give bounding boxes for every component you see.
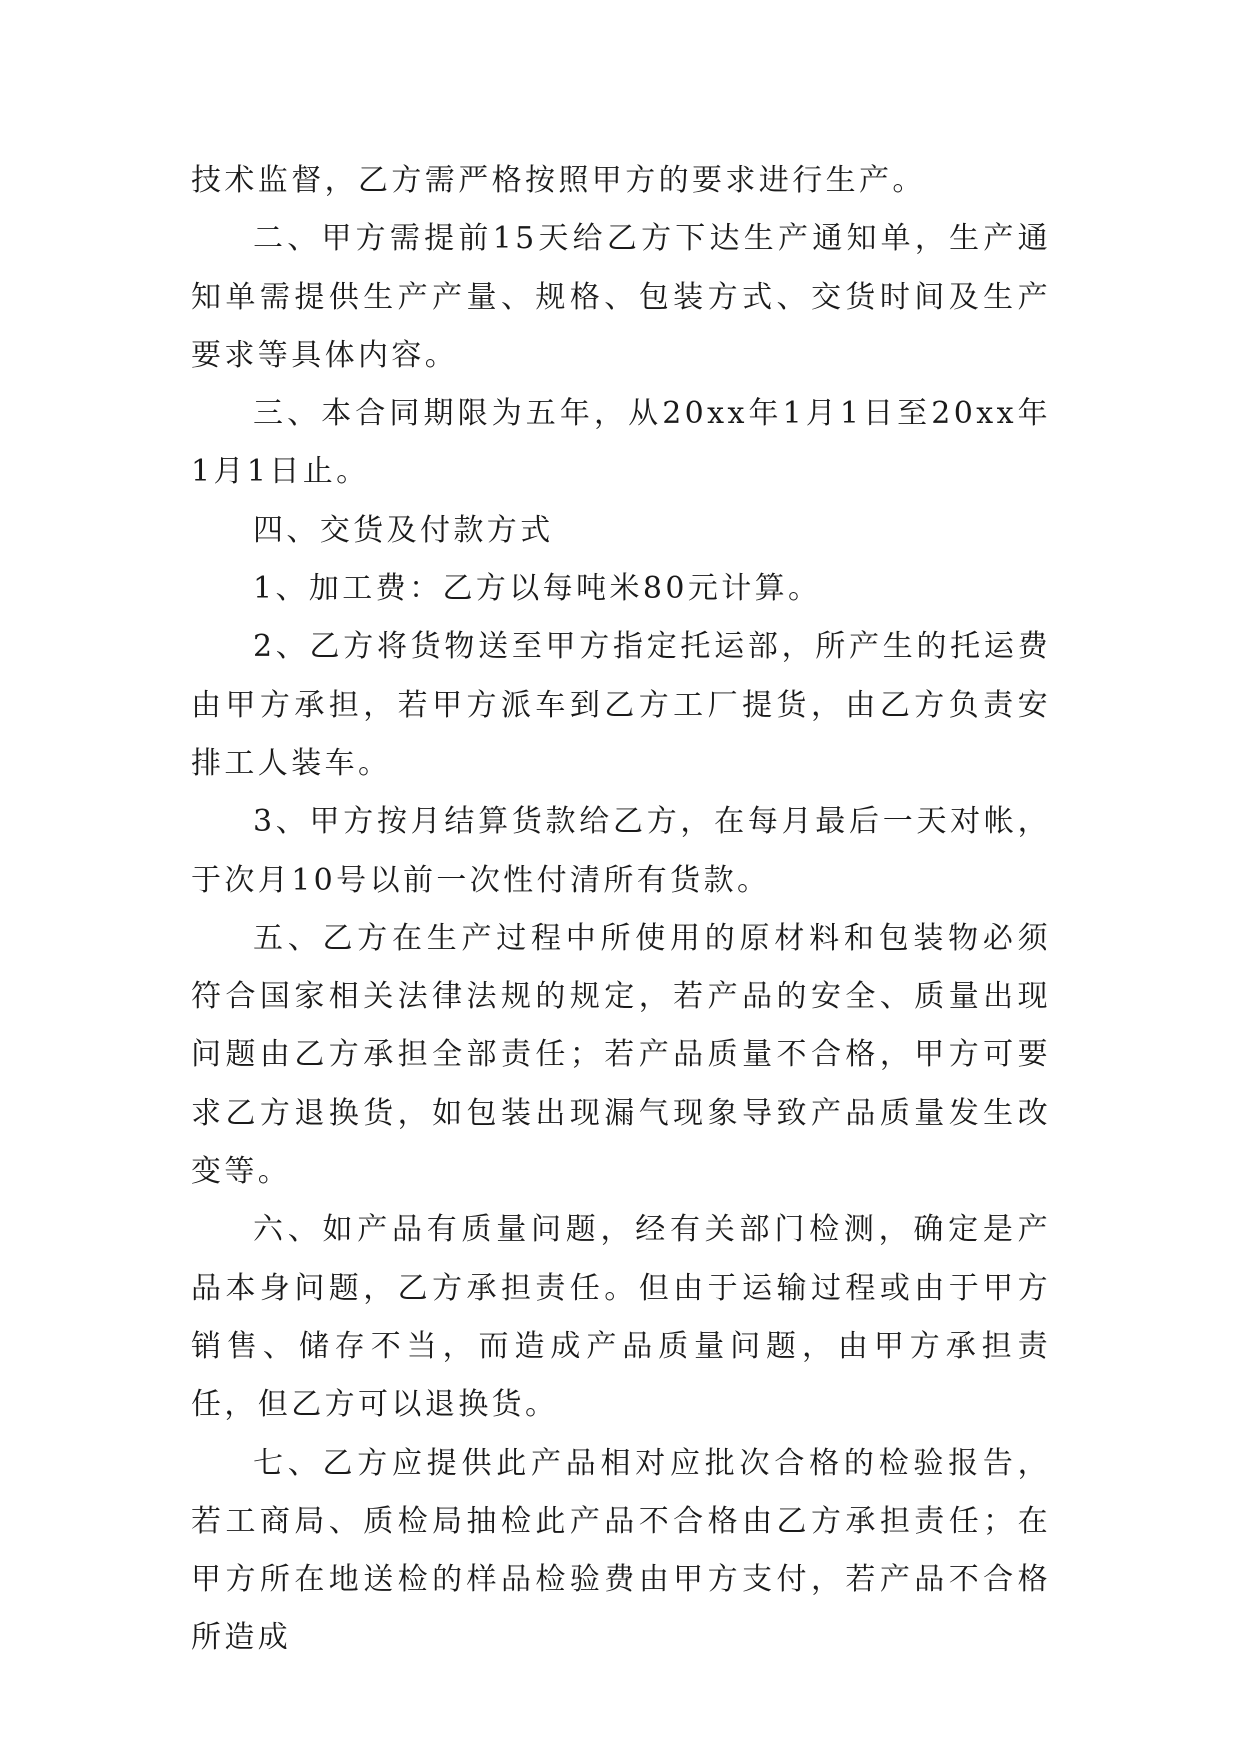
paragraph-clause-5: 五、乙方在生产过程中所使用的原材料和包装物必须符合国家相关法律法规的规定，若产品的安全、质量出现问题由乙方承担全部责任；若产品质量不合格，甲方可要求乙方退换货，如包装出现漏气现象导致产品质量发生改变等。 xyxy=(191,920,1051,1190)
document-body xyxy=(191,152,1051,1668)
paragraph-clause-4-item-2: 2、乙方将货物送至甲方指定托运部，所产生的托运费由甲方承担，若甲方派车到乙方工厂提货，由乙方负责安排工人装车。 xyxy=(191,629,1051,781)
paragraph-clause-4-heading: 四、交货及付款方式 xyxy=(253,512,554,548)
paragraph-clause-2: 二、甲方需提前15天给乙方下达生产通知单，生产通知单需提供生产产量、规格、包装方式、交货时间及生产要求等具体内容。 xyxy=(191,221,1051,373)
paragraph-clause-7: 七、乙方应提供此产品相对应批次合格的检验报告，若工商局、质检局抽检此产品不合格由乙方承担责任；在甲方所在地送检的样品检验费由甲方支付，若产品不合格所造成 xyxy=(191,1445,1051,1656)
paragraph-clause-3: 三、本合同期限为五年，从20xx年1月1日至20xx年1月1日止。 xyxy=(191,396,1051,490)
paragraph-clause-4-item-1: 1、加工费：乙方以每吨米80元计算。 xyxy=(253,571,822,607)
paragraph-intro-continuation: 技术监督，乙方需严格按照甲方的要求进行生产。 xyxy=(191,163,926,198)
paragraph-clause-4-item-3: 3、甲方按月结算货款给乙方，在每月最后一天对帐，于次月10号以前一次性付清所有货款。 xyxy=(191,804,1051,898)
paragraph-clause-6: 六、如产品有质量问题，经有关部门检测，确定是产品本身问题，乙方承担责任。但由于运输过程或由于甲方销售、储存不当，而造成产品质量问题，由甲方承担责任，但乙方可以退换货。 xyxy=(191,1212,1051,1423)
